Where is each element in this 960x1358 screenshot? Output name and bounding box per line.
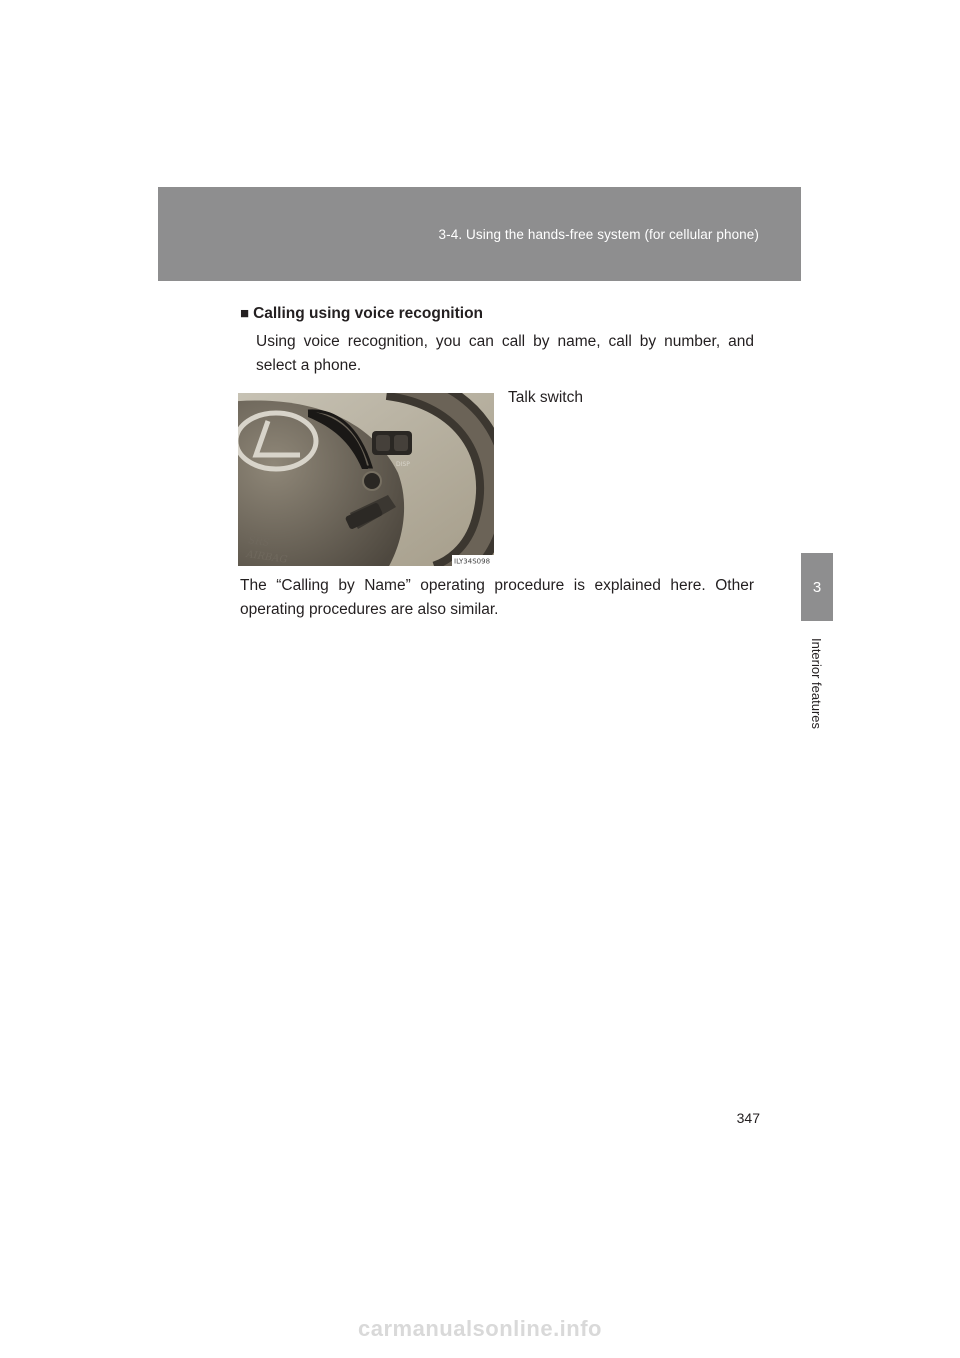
steering-wheel-figure (238, 393, 494, 566)
disp-button-label: DISP (396, 461, 410, 468)
figure-code: ILY34S098 (454, 557, 491, 566)
procedure-paragraph: The “Calling by Name” operating procedure is explained here. Other operating procedures are also similar. (240, 577, 754, 618)
chapter-label-container (801, 628, 833, 738)
chapter-label: Interior features (809, 637, 825, 729)
intro-paragraph: Using voice recognition, you can call by name, call by number, and select a phone. (256, 333, 754, 374)
watermark: carmanualsonline.info (358, 1316, 602, 1341)
heading-square-icon: ■ (240, 305, 250, 322)
page-number: 347 (736, 1110, 760, 1126)
chapter-tab (801, 553, 833, 621)
section-title: 3-4. Using the hands-free system (for cellular phone) (438, 227, 759, 242)
svg-text:AIRBAG: AIRBAG (245, 549, 288, 566)
heading-text: Calling using voice recognition (253, 305, 484, 322)
header-band (158, 187, 801, 281)
svg-text:SRS: SRS (247, 535, 271, 549)
chapter-number: 3 (812, 578, 822, 596)
talk-switch-callout: Talk switch (508, 389, 583, 406)
section-heading (240, 305, 483, 323)
steering-wheel-illustration (238, 393, 494, 566)
